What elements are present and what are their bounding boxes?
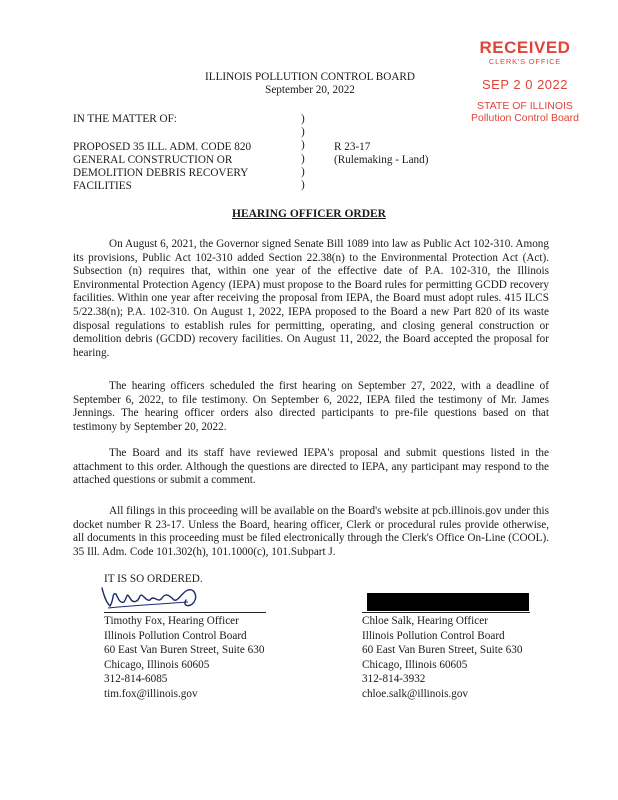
stamp-board: Pollution Control Board — [471, 112, 579, 124]
stamp-date: SEP 2 0 2022 — [482, 77, 568, 92]
paragraph-1 — [73, 238, 549, 360]
signatory-address: 60 East Van Buren Street, Suite 630 — [362, 644, 523, 657]
stamp-state: STATE OF ILLINOIS — [477, 100, 573, 112]
redacted-signature — [367, 593, 529, 611]
header-date: September 20, 2022 — [265, 84, 355, 96]
signatory-name: Chloe Salk, Hearing Officer — [362, 615, 488, 627]
signatory-city: Chicago, Illinois 60605 — [104, 658, 210, 671]
caption-parens: ) ) ) ) ) ) — [301, 113, 305, 192]
signatory-address: 60 East Van Buren Street, Suite 630 — [104, 644, 265, 657]
stamp-received: RECEIVED — [479, 38, 571, 57]
received-stamp — [455, 38, 595, 124]
paragraph-2 — [73, 380, 549, 434]
signatory-email: chloe.salk@illinois.gov — [362, 687, 469, 700]
paragraph-text: All filings in this proceeding will be available on the Board's website at pcb.illinois.gov under this docket number R 23-17. Unless the Board, hearing officer, Clerk or procedural rules provide otherwise, all documents in this proceeding must be filed electronically through the Clerk's Office On-Line (COOL). 35 Ill. Adm. Code 101.302(h), 101.1000(c), 101.Subpart J. — [73, 505, 549, 558]
signatory-name: Timothy Fox, Hearing Officer — [104, 615, 239, 627]
signature-graphic — [98, 582, 218, 614]
signatory-org: Illinois Pollution Control Board — [362, 629, 505, 642]
docket-number: R 23-17 — [334, 141, 371, 153]
proceeding-type: (Rulemaking - Land) — [334, 154, 429, 166]
signatory-phone: 312-814-3932 — [362, 673, 426, 686]
paragraph-4 — [73, 505, 549, 559]
closing-statement: IT IS SO ORDERED. — [104, 573, 203, 585]
signatory-email: tim.fox@illinois.gov — [104, 687, 198, 700]
signature-line — [104, 612, 266, 613]
paragraph-text: The Board and its staff have reviewed IEPA's proposal and submit questions listed in the attachment to this order. Although the questions are directed to IEPA, any participant may respond to the attached questions or submit a comment. — [73, 447, 549, 487]
caption-line: PROPOSED 35 ILL. ADM. CODE 820 — [73, 141, 252, 153]
signature-line-right — [362, 612, 530, 613]
signatory-city: Chicago, Illinois 60605 — [362, 658, 468, 671]
paragraph-3 — [73, 447, 549, 488]
caption-matter: IN THE MATTER OF: — [73, 113, 177, 125]
caption-line: GENERAL CONSTRUCTION OR — [73, 154, 233, 166]
page-title: HEARING OFFICER ORDER — [232, 208, 386, 220]
signatory-phone: 312-814-6085 — [104, 673, 168, 686]
caption-right — [334, 141, 428, 167]
signatory-fox — [104, 614, 264, 702]
signatory-salk — [362, 614, 522, 702]
paragraph-text: The hearing officers scheduled the first hearing on September 27, 2022, with a deadline of September 6, 2022, to file testimony. On September 6, 2022, IEPA filed the testimony of Mr. James Jennings. The hearing officer orders also directed participants to pre-file questions based on that testimony by September 20, 2022. — [73, 380, 549, 433]
document-header — [150, 71, 470, 97]
caption-line: FACILITIES — [73, 180, 132, 190]
caption-line: DEMOLITION DEBRIS RECOVERY — [73, 167, 249, 179]
signatory-org: Illinois Pollution Control Board — [104, 629, 247, 642]
caption-left — [73, 141, 251, 190]
board-name: ILLINOIS POLLUTION CONTROL BOARD — [205, 71, 415, 83]
paragraph-text: On August 6, 2021, the Governor signed Senate Bill 1089 into law as Public Act 102-310. Among its provisions, Public Act 102-310 added Section 22.38(n) to the Environmental Protection Act (Act). Subsection (n) requires that, within one year of the effective date of P.A. 102-310, the Illinois Environmental Protection Agency (IEPA) must propose to the Board rules for permitting GCDD recovery facilities. Within one year after receiving the proposal from IEPA, the Board must adopt rules. 415 ILCS 5/22.38(n); P.A. 102-310. On August 1, 2022, IEPA proposed to the Board a new Part 820 of its waste disposal regulations to establish rules for permitting, operating, and closing general construction or demolition debris (GCDD) recovery facilities. On August 11, 2022, the Board accepted the proposal for hearing. — [73, 238, 549, 359]
stamp-clerks-office: CLERK'S OFFICE — [488, 57, 562, 66]
